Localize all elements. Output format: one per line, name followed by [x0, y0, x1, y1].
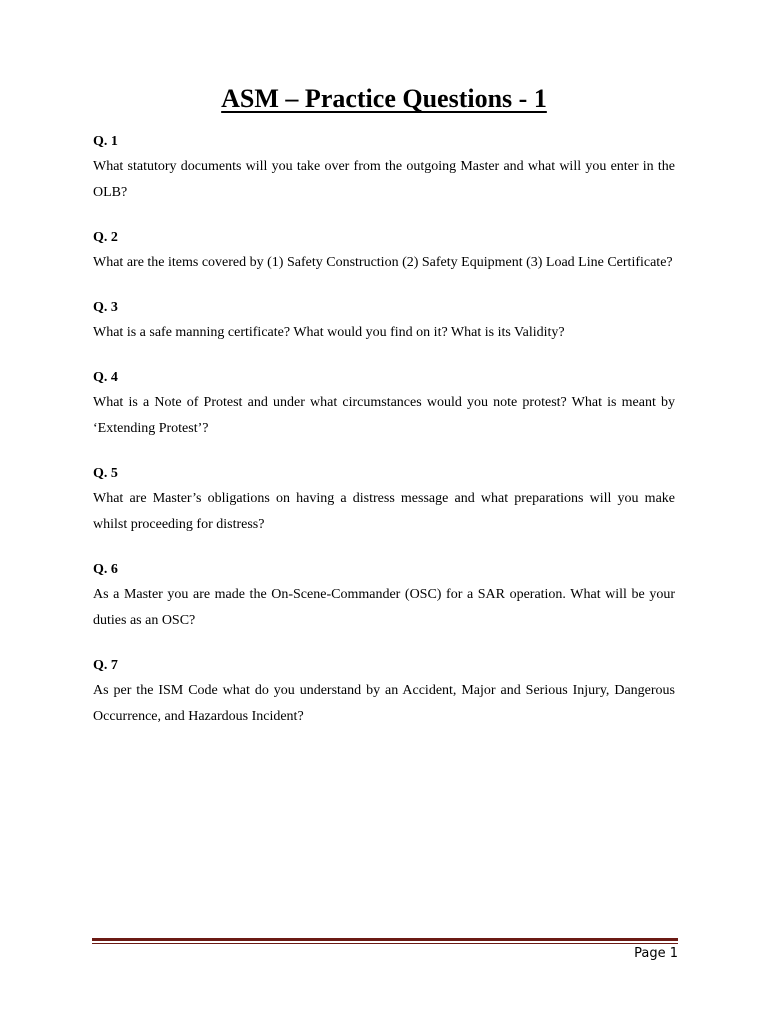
question-text: What is a Note of Protest and under what circumstances would you note protest? What is meant by ‘Extending Protest’?	[93, 395, 675, 436]
question-number: Q. 2	[93, 230, 118, 245]
question-text: As a Master you are made the On-Scene-Commander (OSC) for a SAR operation. What will be your duties as an OSC?	[93, 587, 675, 628]
question-number: Q. 4	[93, 370, 118, 385]
footer-rule-thin	[92, 943, 678, 944]
question-text: What is a safe manning certificate? What would you find on it? What is its Validity?	[93, 325, 565, 340]
question-item	[93, 368, 675, 442]
footer-divider	[92, 938, 678, 944]
question-item	[93, 560, 675, 634]
question-text: What statutory documents will you take over from the outgoing Master and what will you enter in the OLB?	[93, 159, 675, 200]
question-number: Q. 5	[93, 466, 118, 481]
question-item	[93, 464, 675, 538]
question-number: Q. 3	[93, 300, 118, 315]
question-text: What are Master’s obligations on having a distress message and what preparations will you make whilst proceeding for distress?	[93, 491, 675, 532]
question-item	[93, 298, 675, 346]
question-number: Q. 1	[93, 134, 118, 149]
question-list	[93, 132, 675, 752]
question-item	[93, 656, 675, 730]
question-item	[93, 132, 675, 206]
question-text: What are the items covered by (1) Safety Construction (2) Safety Equipment (3) Load Line Certificate?	[93, 255, 673, 270]
page-number: Page 1	[634, 946, 678, 961]
question-item	[93, 228, 675, 276]
footer-rule-thick	[92, 938, 678, 941]
question-number: Q. 6	[93, 562, 118, 577]
question-text: As per the ISM Code what do you understand by an Accident, Major and Serious Injury, Dangerous Occurrence, and Hazardous Incident?	[93, 683, 675, 724]
page-title: ASM – Practice Questions - 1	[221, 84, 547, 113]
question-number: Q. 7	[93, 658, 118, 673]
